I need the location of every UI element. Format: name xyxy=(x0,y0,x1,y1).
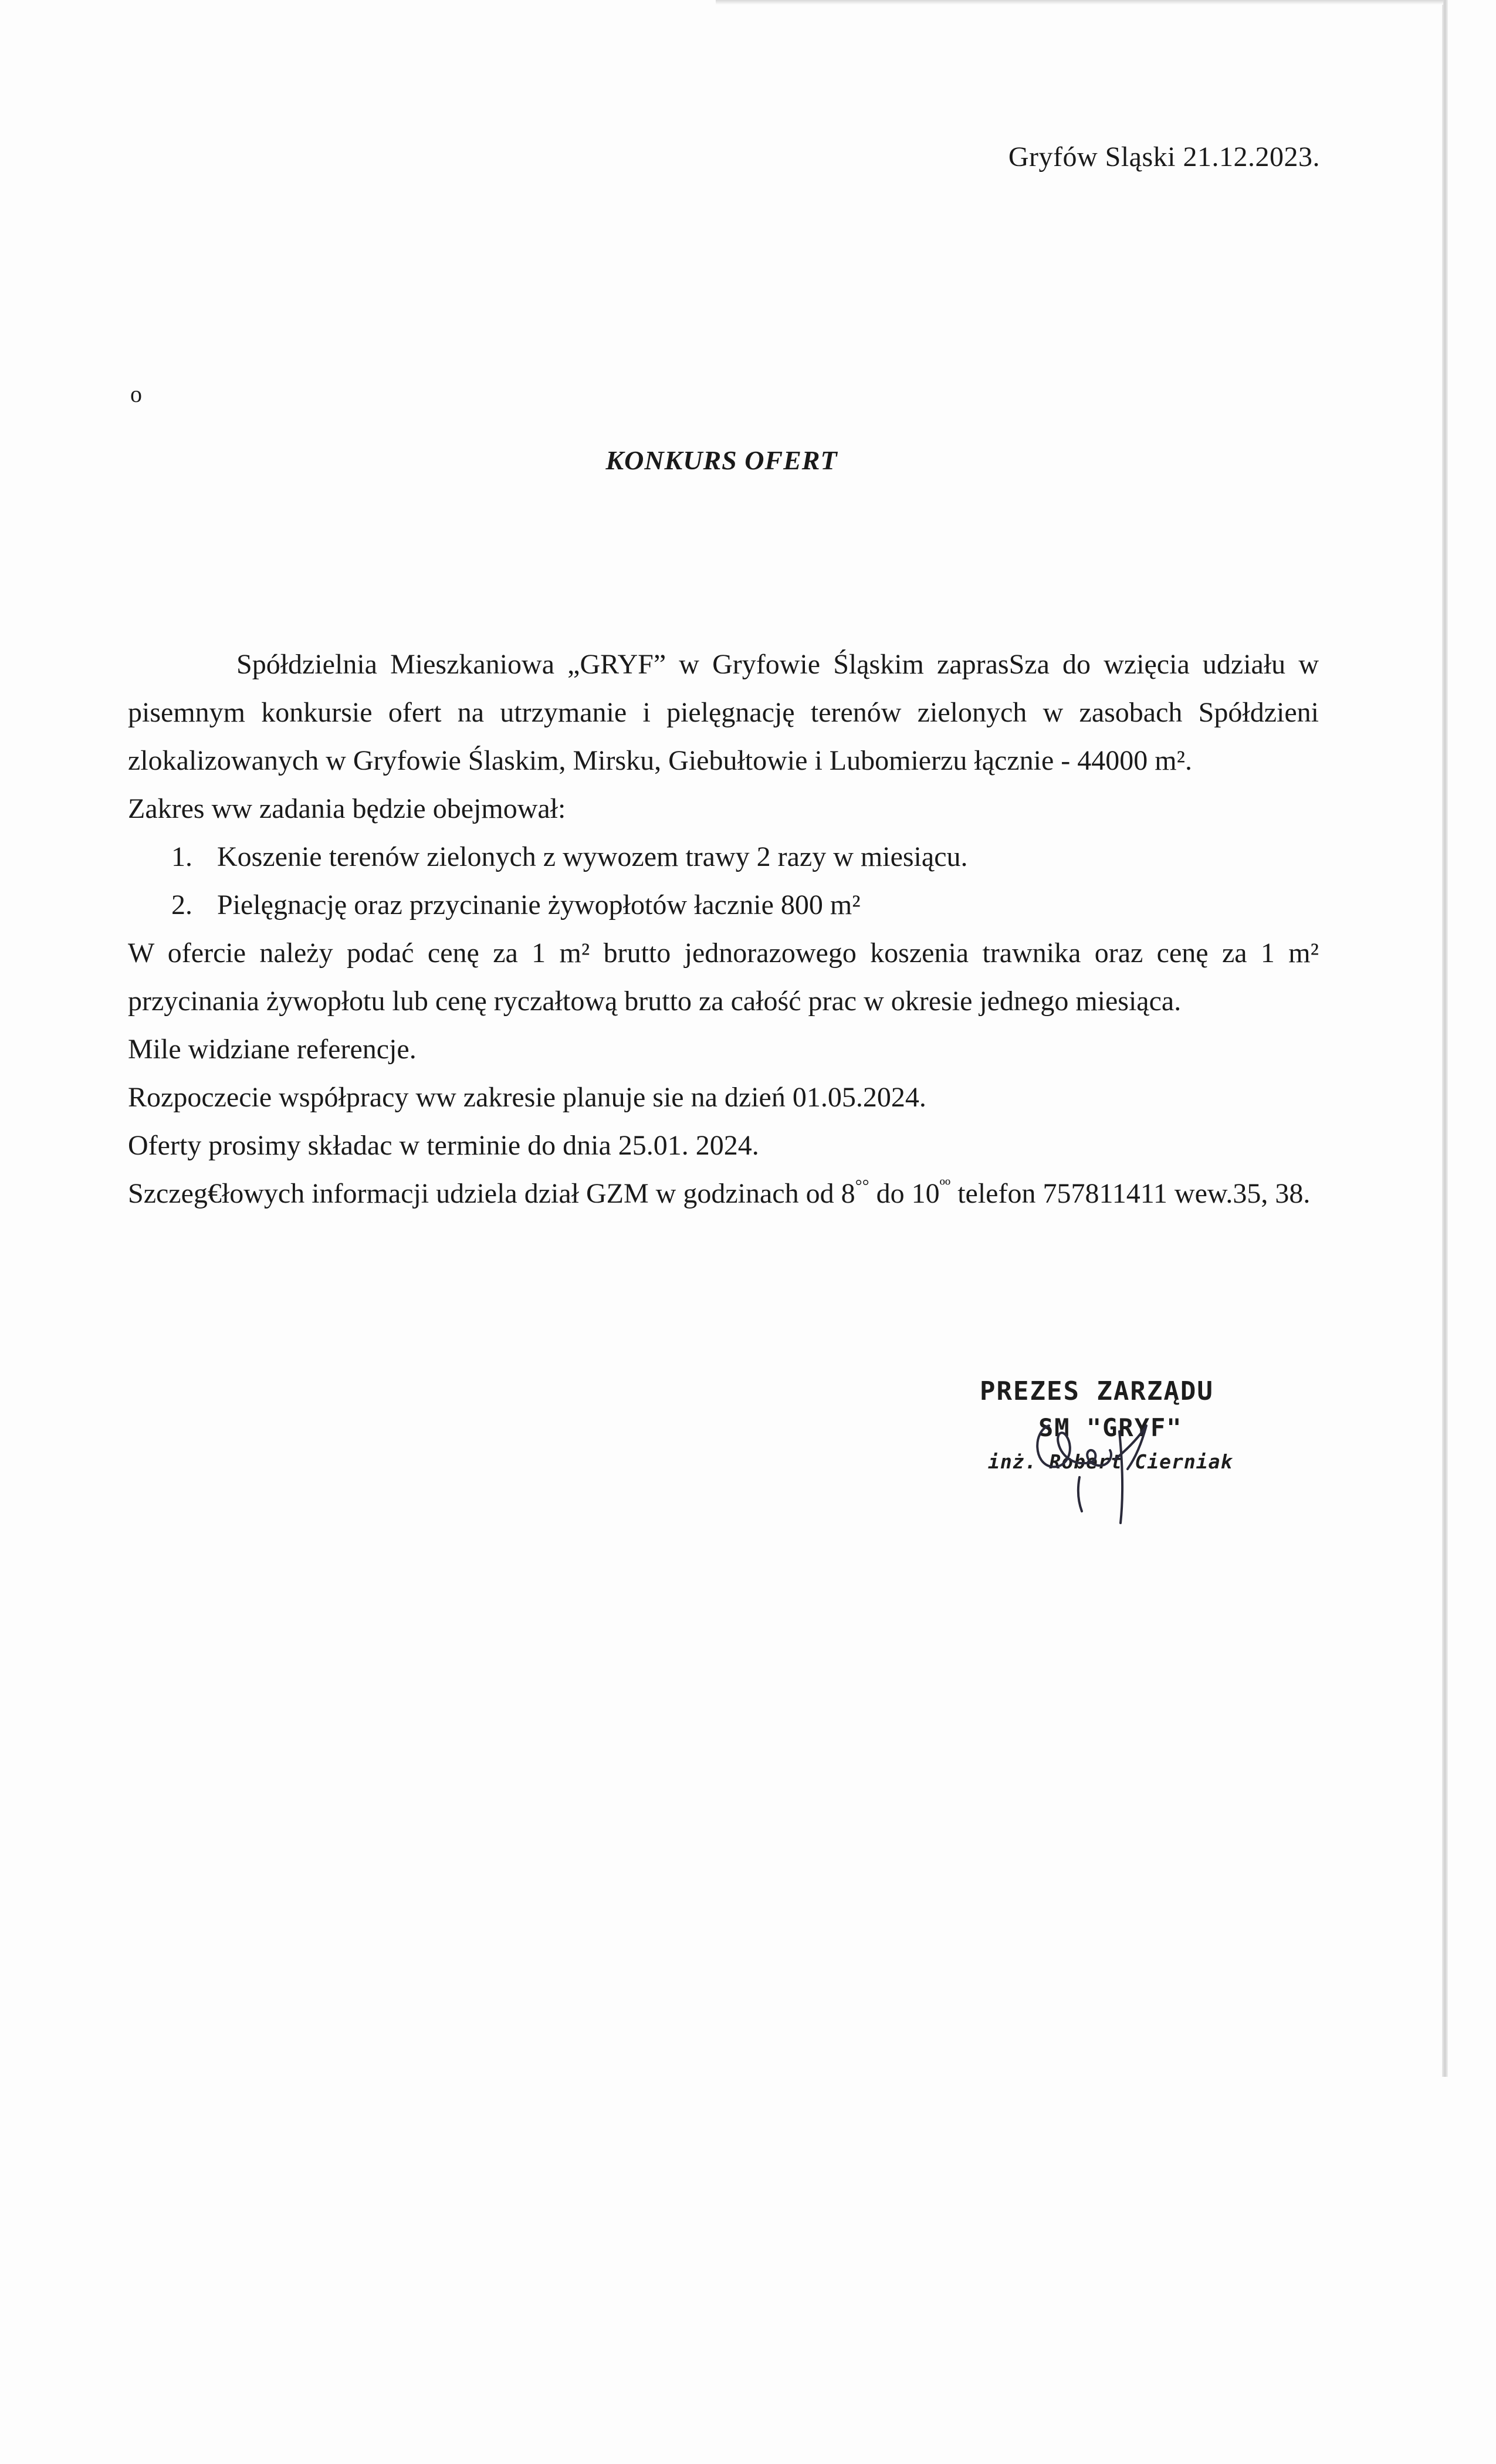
list-item xyxy=(128,881,1319,929)
contact-paragraph xyxy=(128,1170,1319,1218)
stamp-title: PREZES ZARZĄDU xyxy=(980,1376,1214,1406)
document-title: KONKURS OFERT xyxy=(605,445,838,475)
handwritten-signature xyxy=(1021,1408,1191,1531)
place-date: Gryfów Sląski 21.12.2023. xyxy=(1008,141,1320,172)
stamp-organization: SM "GRYF" xyxy=(1038,1413,1183,1442)
intro-paragraph: Spółdzielnia Mieszkaniowa „GRYF” w Gryfowie Śląskim zaprasSza do wzięcia udziału w pisemnym konkursie ofert na utrzymanie i pielęgnację terenów zielonych w zasobach Spółdzieni zlokalizowanych w Gryfowie Ślaskim, Mirsku, Giebułtowie i Lubomierzu łącznie - 44000 m². xyxy=(128,649,1319,776)
paper-edge-shadow xyxy=(1442,0,1448,2077)
list-item-number: 1. xyxy=(171,841,192,872)
list-item xyxy=(128,833,1319,881)
hour-start-superscript: °° xyxy=(855,1176,869,1196)
contact-text-before-hours: Szczeg€łowych informacji udziela dział GZM w godzinach od 8 xyxy=(128,1178,855,1209)
letter-body xyxy=(128,641,1319,1218)
bullet-mark: o xyxy=(130,381,142,407)
scope-list xyxy=(128,833,1319,929)
list-item-text: Pielęgnację oraz przycinanie żywopłotów łacznie 800 m² xyxy=(217,889,861,920)
start-date-line: Rozpoczecie współpracy ww zakresie planuje sie na dzień 01.05.2024. xyxy=(128,1082,926,1113)
paper-top-shadow xyxy=(716,0,1443,5)
list-item-number: 2. xyxy=(171,889,192,920)
contact-text-after-hours: telefon 757811411 wew.35, 38. xyxy=(950,1178,1311,1209)
deadline-line: Oferty prosimy składac w terminie do dnia 25.01. 2024. xyxy=(128,1130,759,1161)
references-line: Mile widziane referencje. xyxy=(128,1034,417,1065)
pricing-paragraph: W ofercie należy podać cenę za 1 m² brutto jednorazowego koszenia trawnika oraz cenę za 1 m² przycinania żywopłotu lub cenę ryczałtową brutto za całość prac w okresie jednego miesiąca. xyxy=(128,937,1319,1017)
stamp-person: inż. Robert Cierniak xyxy=(988,1450,1233,1473)
hour-end-superscript: ºº xyxy=(939,1176,951,1196)
scope-heading: Zakres ww zadania będzie obejmował: xyxy=(128,793,566,824)
contact-text-between-hours: do 10 xyxy=(869,1178,940,1209)
list-item-text: Koszenie terenów zielonych z wywozem trawy 2 razy w miesiącu. xyxy=(217,841,968,872)
